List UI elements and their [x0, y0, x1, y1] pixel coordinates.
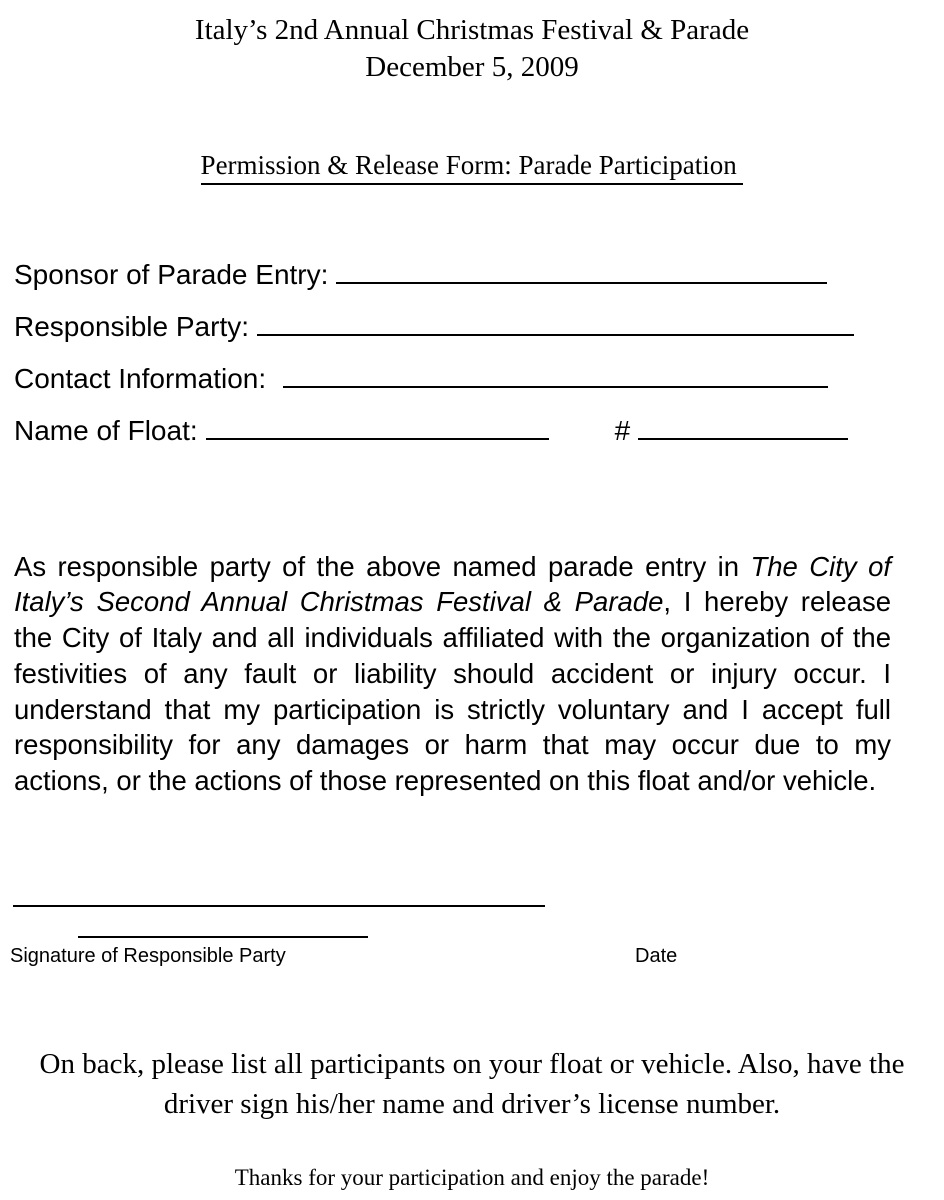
document-header — [0, 12, 944, 86]
sponsor-label: Sponsor of Parade Entry: — [14, 259, 329, 290]
field-row-name-of-float — [14, 411, 930, 463]
field-row-contact-information — [14, 359, 930, 411]
release-paragraph — [14, 549, 891, 800]
contact-information-input-rule[interactable] — [283, 360, 828, 388]
release-event-name-italic: The City of Italy’s Second Annual Christmas Festival & Parade — [14, 550, 891, 618]
date-label: Date — [635, 945, 678, 967]
header-date-line: December 5, 2009 — [365, 51, 579, 83]
form-fields — [14, 255, 930, 463]
footer-line-1: On back, please list all participants on your float or vehicle. — [39, 1048, 733, 1080]
footer-line-2: Also, have the driver sign his/her name and driver’s license — [163, 1048, 905, 1120]
footer-line-3: number. — [685, 1088, 781, 1120]
footer-instructions — [36, 1044, 908, 1124]
float-number-input-rule[interactable] — [638, 412, 848, 440]
form-title-container — [0, 148, 944, 185]
field-row-sponsor — [14, 255, 930, 307]
header-title-line: Italy’s 2nd Annual Christmas Festival & Parade — [194, 14, 750, 46]
release-text-after-italic: , I hereby release the City of Italy and all individuals affiliated with the organization of the festivities of any fault or liability should accident or injury occur. I understand that my participation is strictly voluntary and I accept full responsibility for any damages or harm that may occur due to my actions, or the actions of those represented on this float and/or vehicle. — [14, 586, 891, 797]
responsible-party-input-rule[interactable] — [257, 308, 854, 336]
responsible-party-label: Responsible Party: — [14, 311, 250, 342]
release-text-before-italic: As responsible party of the above named parade entry in — [14, 550, 751, 582]
signature-line-long[interactable] — [13, 905, 545, 907]
signature-label: Signature of Responsible Party — [10, 945, 286, 967]
contact-information-label: Contact Information: — [14, 363, 267, 394]
sponsor-input-rule[interactable] — [336, 256, 827, 284]
footer-thanks-line: Thanks for your participation and enjoy the parade! — [234, 1165, 710, 1190]
signature-line-short[interactable] — [78, 936, 368, 938]
form-title: Permission & Release Form: Parade Participation — [201, 148, 744, 185]
name-of-float-label: Name of Float: — [14, 415, 198, 446]
field-row-responsible-party — [14, 307, 930, 359]
name-of-float-input-rule[interactable] — [206, 412, 549, 440]
number-sign-icon: # — [614, 415, 631, 446]
